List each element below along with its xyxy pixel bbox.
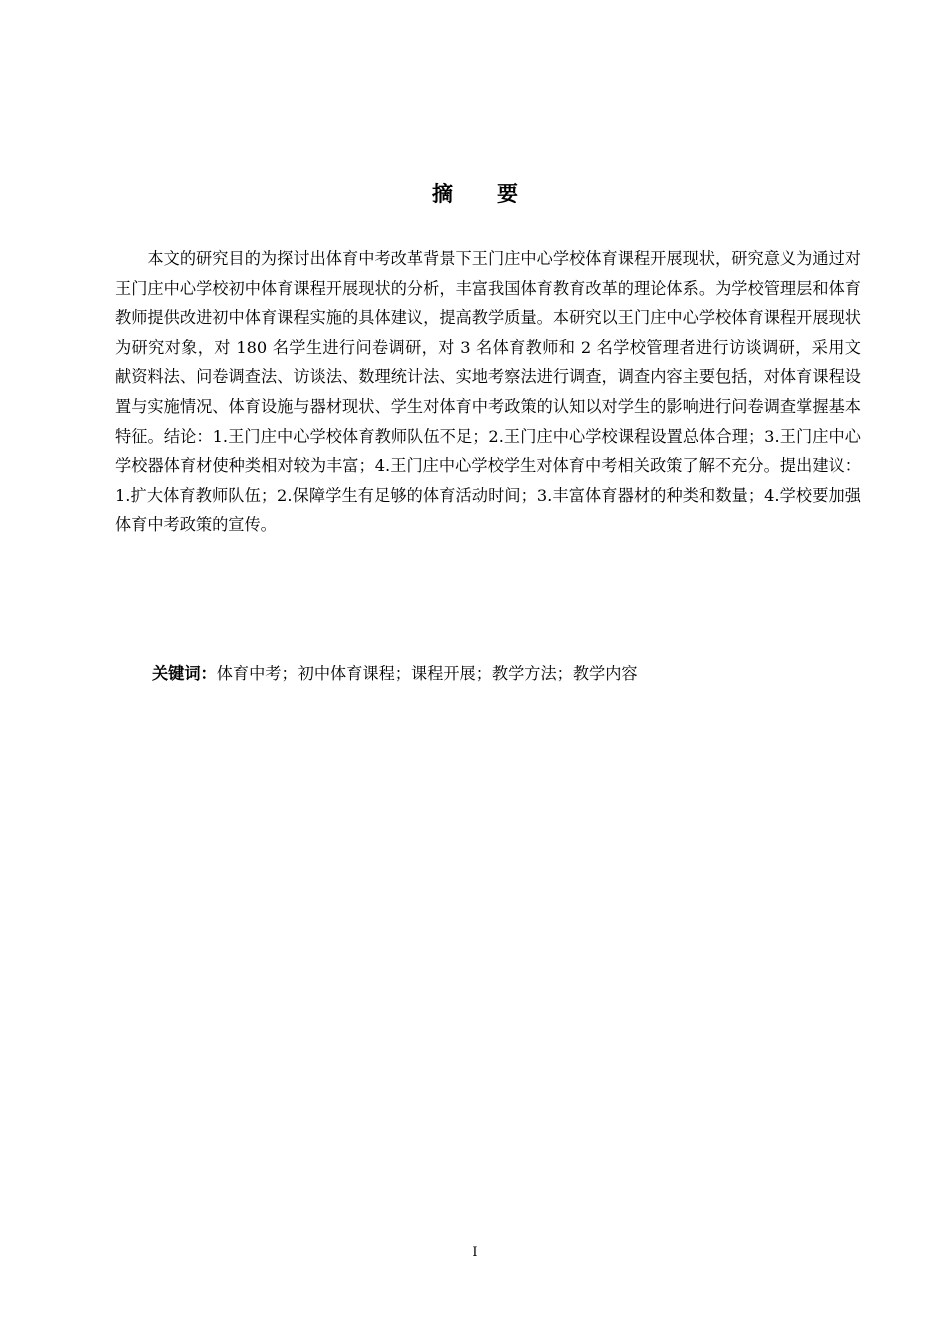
page-number: I: [472, 1245, 478, 1260]
keywords-label: 关键词：: [152, 664, 217, 683]
abstract-body: 本文的研究目的为探讨出体育中考改革背景下王门庄中心学校体育课程开展现状，研究意义为通过对王门庄中心学校初中体育课程开展现状的分析，丰富我国体育教育改革的理论体系。为学校管理层和体育教师提供改进初中体育课程实施的具体建议，提高教学质量。本研究以王门庄中心学校体育课程开展现状为研究对象，对 180 名学生进行问卷调研，对 3 名体育教师和 2 名学校管理者进行访谈调研，采用文献资料法、问卷调查法、访谈法、数理统计法、实地考察法进行调查，调查内容主要包括，对体育课程设置与实施情况、体育设施与器材现状、学生对体育中考政策的认知以对学生的影响进行问卷调查掌握基本特征。结论：1.王门庄中心学校体育教师队伍不足；2.王门庄中心学校课程设置总体合理；3.王门庄中心学校器体育材使种类相对较为丰富；4.王门庄中心学校学生对体育中考相关政策了解不充分。提出建议：1.扩大体育教师队伍；2.保障学生有足够的体育活动时间；3.丰富体育器材的种类和数量；4.学校要加强体育中考政策的宣传。: [115, 249, 861, 535]
keywords-text: 体育中考；初中体育课程；课程开展；教学方法；教学内容: [216, 664, 638, 683]
keywords-line: [152, 659, 861, 689]
page-title: 摘要: [432, 182, 562, 206]
